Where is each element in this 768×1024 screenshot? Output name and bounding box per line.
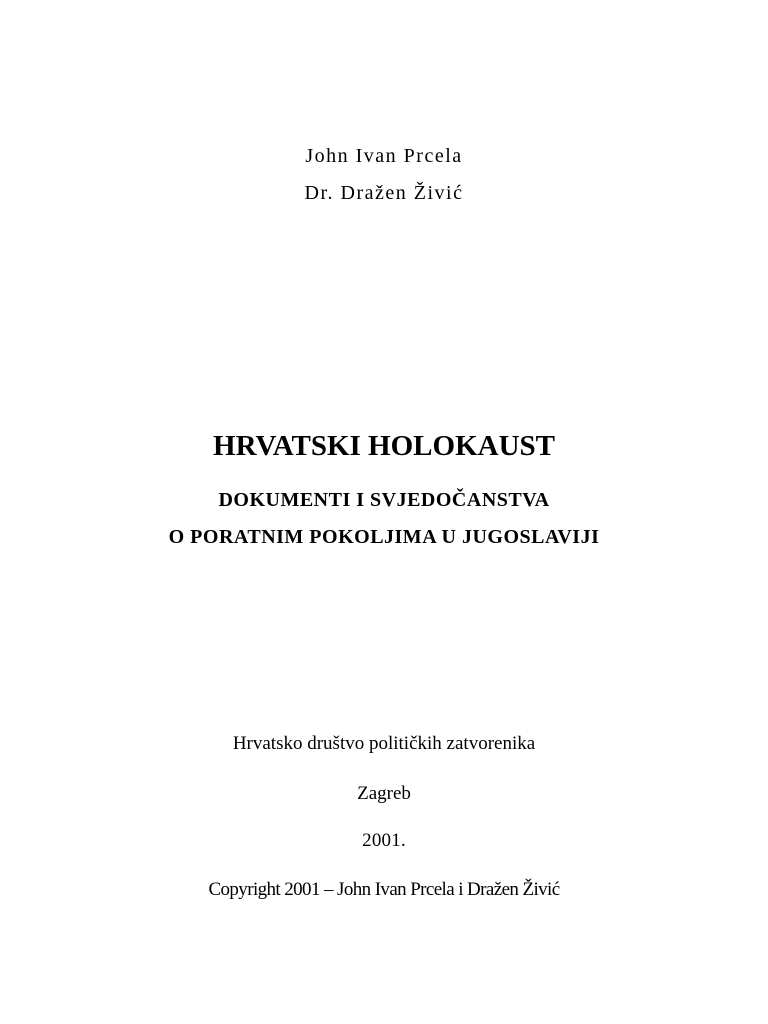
subtitle-line-1: DOKUMENTI I SVJEDOČANSTVA xyxy=(218,489,550,511)
publisher: Hrvatsko društvo političkih zatvorenika xyxy=(232,733,536,754)
copyright-notice: Copyright 2001 – John Ivan Prcela i Dražen Živić xyxy=(208,879,560,900)
publication-city: Zagreb xyxy=(357,783,411,804)
subtitle-line-2: O PORATNIM POKOLJIMA U JUGOSLAVIJI xyxy=(168,526,600,548)
author-name-1: John Ivan Prcela xyxy=(305,145,463,167)
book-title: HRVATSKI HOLOKAUST xyxy=(213,430,555,462)
author-name-2: Dr. Dražen Živić xyxy=(304,182,464,204)
publication-year: 2001. xyxy=(362,830,406,851)
